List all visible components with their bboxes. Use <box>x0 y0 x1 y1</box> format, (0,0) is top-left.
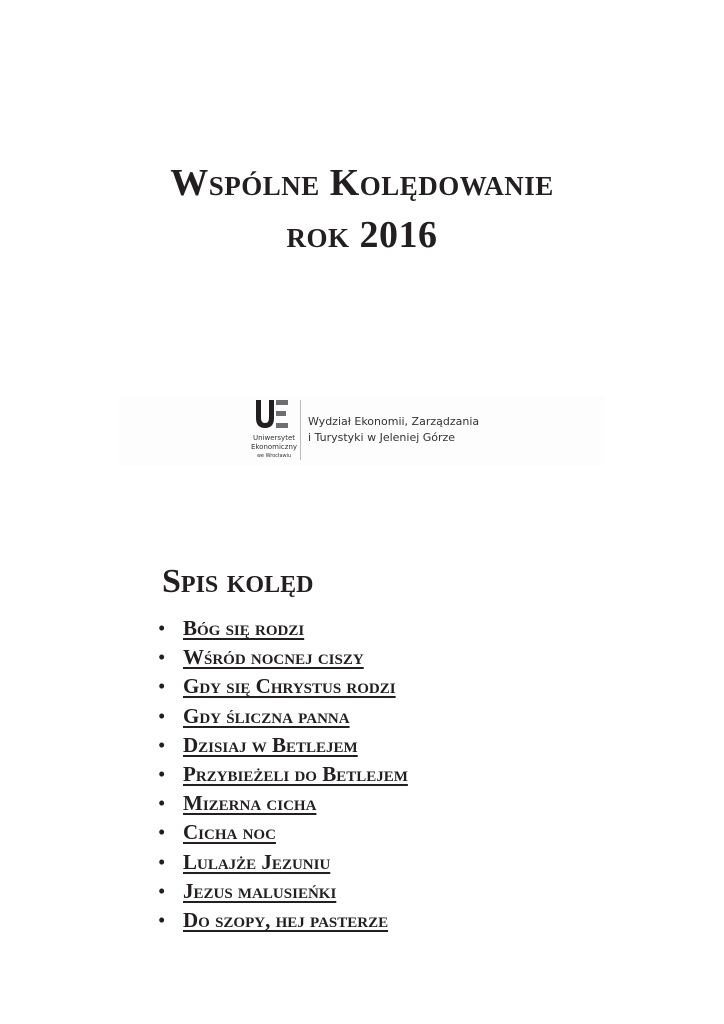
toc-item <box>158 643 408 672</box>
logo-divider <box>300 400 301 460</box>
university-name <box>246 434 302 460</box>
toc-item <box>158 614 408 643</box>
bullet-icon: • <box>158 820 166 845</box>
document-subtitle-year: rok 2016 <box>286 214 438 256</box>
bullet-icon: • <box>158 878 166 903</box>
university-name-line2: Ekonomiczny <box>250 443 298 451</box>
university-name-line3: we Wrocławiu <box>256 453 292 459</box>
toc-link-jezus-malusienki[interactable]: Jezus malusieńki <box>183 878 337 903</box>
toc-link-cicha-noc[interactable]: Cicha noc <box>183 820 276 845</box>
toc-list <box>158 614 408 935</box>
toc-link-gdy-sie-chrystus-rodzi[interactable]: Gdy się Chrystus rodzi <box>183 674 396 699</box>
bullet-icon: • <box>158 791 166 816</box>
toc-heading: Spis kolęd <box>162 563 314 600</box>
bullet-icon: • <box>158 674 166 699</box>
toc-link-dzisiaj-w-betlejem[interactable]: Dzisiaj w Betlejem <box>183 732 358 757</box>
toc-link-bog-sie-rodzi[interactable]: Bóg się rodzi <box>183 616 305 640</box>
bullet-icon: • <box>158 907 166 932</box>
toc-item <box>158 672 408 701</box>
toc-item <box>158 731 408 760</box>
ue-logo-icon <box>252 396 292 432</box>
toc-item <box>158 877 408 906</box>
bullet-icon: • <box>158 761 166 786</box>
faculty-name-line1: Wydział Ekonomii, Zarządzania <box>308 415 480 428</box>
bullet-icon: • <box>158 616 166 640</box>
toc-link-wsrod-nocnej-ciszy[interactable]: Wśród nocnej ciszy <box>183 645 364 670</box>
toc-link-gdy-sliczna-panna[interactable]: Gdy śliczna panna <box>183 703 350 728</box>
toc-item <box>158 760 408 789</box>
faculty-name-line2: i Turystyki w Jeleniej Górze <box>308 431 456 444</box>
faculty-name <box>308 414 479 446</box>
university-name-line1: Uniwersytet <box>253 434 295 442</box>
toc-link-mizerna-cicha[interactable]: Mizerna cicha <box>183 791 317 816</box>
document-title: Wspólne Kolędowanie <box>170 162 554 204</box>
toc-item <box>158 789 408 818</box>
bullet-icon: • <box>158 849 166 874</box>
toc-item <box>158 818 408 847</box>
bullet-icon: • <box>158 703 166 728</box>
university-logo-banner <box>118 396 604 466</box>
bullet-icon: • <box>158 732 166 757</box>
toc-item <box>158 906 408 935</box>
toc-link-przybiezeli-do-betlejem[interactable]: Przybieżeli do Betlejem <box>183 761 408 786</box>
bullet-icon: • <box>158 645 166 670</box>
toc-link-do-szopy-hej-pasterze[interactable]: Do szopy, hej pasterze <box>183 907 389 932</box>
toc-link-lulajze-jezuniu[interactable]: Lulajże Jezuniu <box>183 849 331 874</box>
toc-item <box>158 702 408 731</box>
toc-item <box>158 848 408 877</box>
